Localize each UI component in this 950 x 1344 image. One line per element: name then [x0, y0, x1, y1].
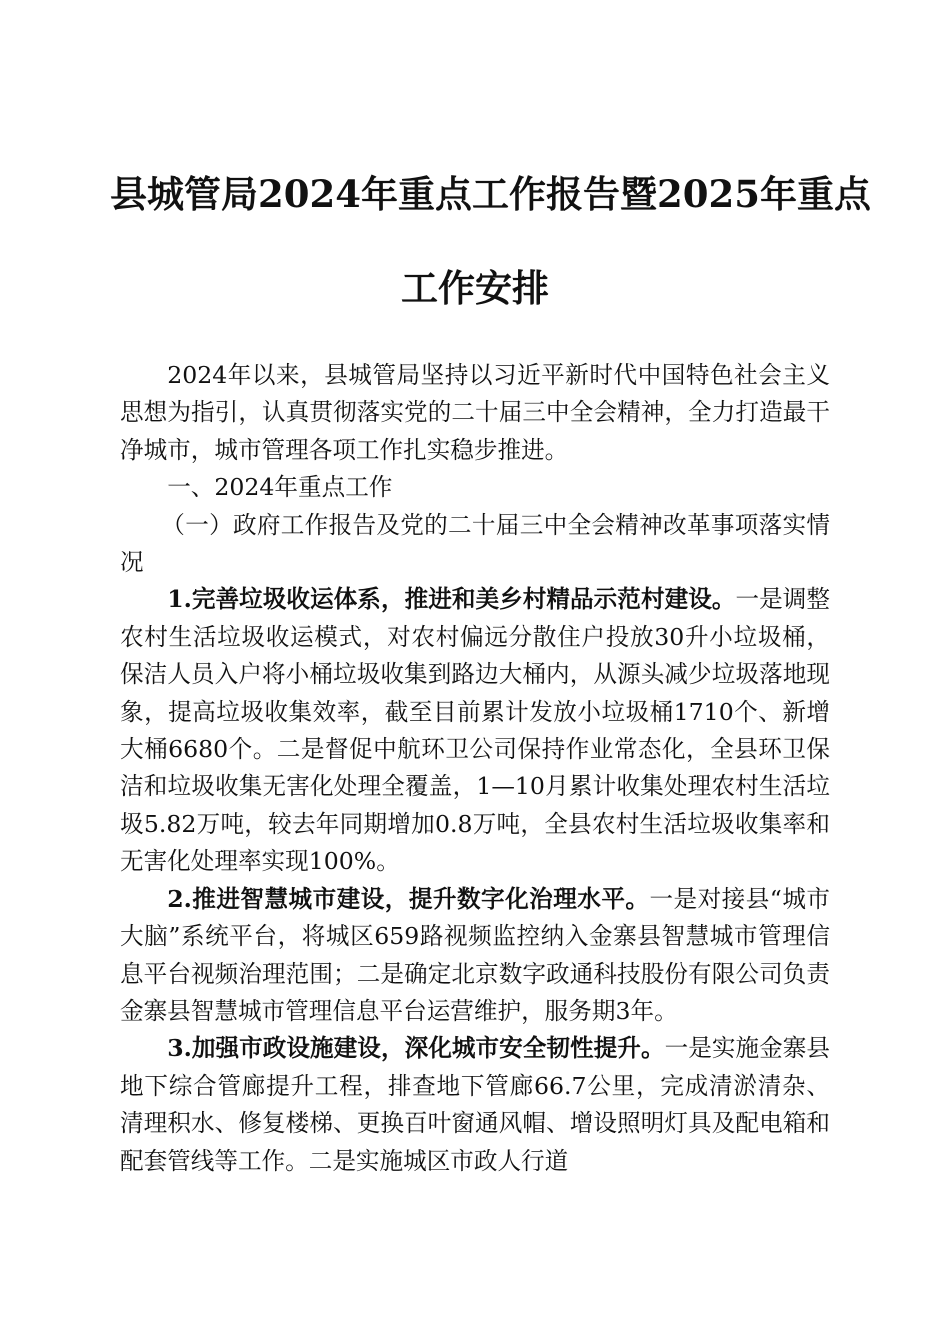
item-2-title: 2.推进智慧城市建设，提升数字化治理水平。 — [167, 884, 650, 913]
item-1-title: 1.完善垃圾收运体系，推进和美乡村精品示范村建设。 — [167, 585, 736, 614]
item-3-title: 3.加强市政设施建设，深化城市安全韧性提升。 — [167, 1034, 665, 1063]
subsection-heading-1: （一）政府工作报告及党的二十届三中全会精神改革事项落实情况 — [120, 510, 830, 577]
item-1-body: 一是调整农村生活垃圾收运模式，对农村偏远分散住户投放30升小垃圾桶，保洁人员入户将小桶垃圾收集到路边大桶内，从源头减少垃圾落地现象，提高垃圾收集效率，截至目前累计发放小垃圾桶1710个、新增大桶6680个。二是督促中航环卫公司保持作业常态化，全县环卫保洁和垃圾收集无害化处理全覆盖，1—10月累计收集处理农村生活垃圾5.82万吨，较去年同期增加0.8万吨，全县农村生活垃圾收集率和无害化处理率实现100%。 — [120, 585, 831, 876]
document-body — [120, 357, 830, 1180]
document-title-line-1: 县城管局2024年重点工作报告暨2025年重点 — [110, 172, 871, 216]
section-heading-1: 一、2024年重点工作 — [167, 473, 393, 502]
item-3-body: 一是实施金寨县地下综合管廊提升工程，排查地下管廊66.7公里，完成清淤清杂、清理积水、修复楼梯、更换百叶窗通风帽、增设照明灯具及配电箱和配套管线等工作。二是实施城区市政人行道 — [120, 1034, 831, 1175]
item-1-paragraph — [120, 581, 830, 880]
item-3-paragraph — [120, 1030, 830, 1180]
document-title-line-2: 工作安排 — [401, 266, 549, 310]
item-2-body: 一是对接县“城市大脑”系统平台，将城区659路视频监控纳入金寨县智慧城市管理信息平台视频治理范围；二是确定北京数字政通科技股份有限公司负责金寨县智慧城市管理信息平台运营维护，服务期3年。 — [120, 884, 830, 1025]
intro-paragraph: 2024年以来，县城管局坚持以习近平新时代中国特色社会主义思想为指引，认真贯彻落实党的二十届三中全会精神，全力打造最干净城市，城市管理各项工作扎实稳步推进。 — [120, 361, 830, 464]
item-2-paragraph — [120, 881, 830, 1031]
